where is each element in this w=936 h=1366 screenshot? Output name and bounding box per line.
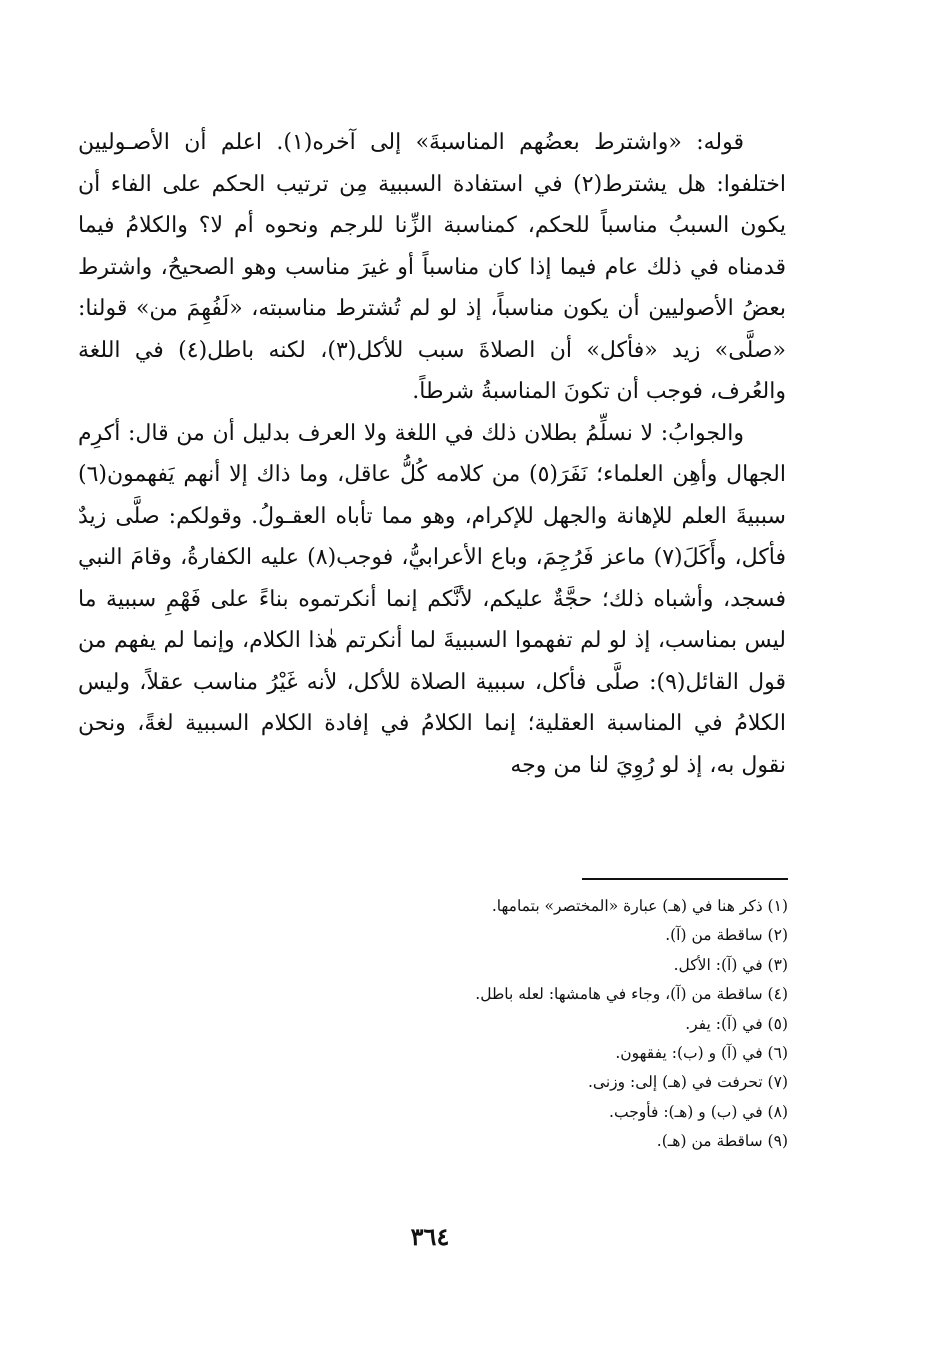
page-number: ٣٦٤ <box>410 1222 450 1251</box>
footnote-4: (٤) ساقطة من (آ)، وجاء في هامشها: لعله باطل. <box>475 985 788 1004</box>
footnote-3: (٣) في (آ): الأكل. <box>673 955 788 974</box>
footnote-5: (٥) في (آ): يفر. <box>685 1014 788 1033</box>
main-text <box>78 122 786 786</box>
footnote-6: (٦) في (آ) و (ب): يفقهون. <box>615 1044 788 1063</box>
paragraph-2: والجوابُ: لا نسلِّمُ بطلان ذلك في اللغة ولا العرف بدليل أن من قال: أكرِم الجهال وأهِن العلماء؛ نَفَرَ(٥) من كلامه كُلُّ عاقل، وما ذاك إلا أنهم يَفهمون(٦) سببيةَ العلم للإهانة والجهل للإكرام، وهو مما تأباه العقـولُ. وقولكم: صلَّى زيدٌ فأكل، وأَكَلَ(٧) ماعز فَرُجِمَ، وباع الأعرابيُّ، فوجب(٨) عليه الكفارةُ، وقامَ النبي فسجد، وأشباه ذلك؛ حجَّةٌ عليكم، لأنَّكم إنما أنكرتموه بناءً على فَهْمِ سببية ما ليس بمناسب، إذ لو لم تفهموا السببيةَ لما أنكرتم هٰذا الكلام، وإنما لم يفهم من قول القائل(٩): صلَّى فأكل، سببية الصلاة للأكل، لأنه غَيْرُ مناسب عقلاً، وليس الكلامُ في المناسبة العقلية؛ إنما الكلامُ في إفادة الكلام السببية لغةً، ونحن نقول به، إذ لو رُوِيَ لنا من وجه <box>78 420 787 778</box>
footnote-9: (٩) ساقطة من (هـ). <box>656 1132 788 1151</box>
footnotes <box>78 892 788 1157</box>
footnote-2: (٢) ساقطة من (آ). <box>665 926 788 945</box>
footnote-separator <box>582 878 788 880</box>
footnote-8: (٨) في (ب) و (هـ): فأوجب. <box>609 1102 788 1121</box>
footnote-1: (١) ذكر هنا في (هـ) عبارة «المختصر» بتمامها. <box>491 897 788 915</box>
paragraph-1: قوله: «واشترط بعضُهم المناسبةَ» إلى آخره(١). اعلم أن الأصـوليين اختلفوا: هل يشترط(٢) في استفادة السببية مِن ترتيب الحكم على الفاء أن يكون السببُ مناسباً للحكم، كمناسبة الزِّنا للرجم ونحوه أم لا؟ والكلامُ فيما قدمناه في ذلك عام فيما إذا كان مناسباً أو غيرَ مناسب وهو الصحيحُ، واشترط بعضُ الأصوليين أن يكون مناسباً، إذ لو لم تُشترط مناسبته، «لَفُهِمَ من» قولنا: «صلَّى» زيد «فأكل» أن الصلاةَ سبب للأكل(٣)، لكنه باطل(٤) في اللغة والعُرف، فوجب أن تكونَ المناسبةُ شرطاً. <box>78 130 787 404</box>
footnote-7: (٧) تحرفت في (هـ) إلى: وزنى. <box>587 1073 788 1092</box>
